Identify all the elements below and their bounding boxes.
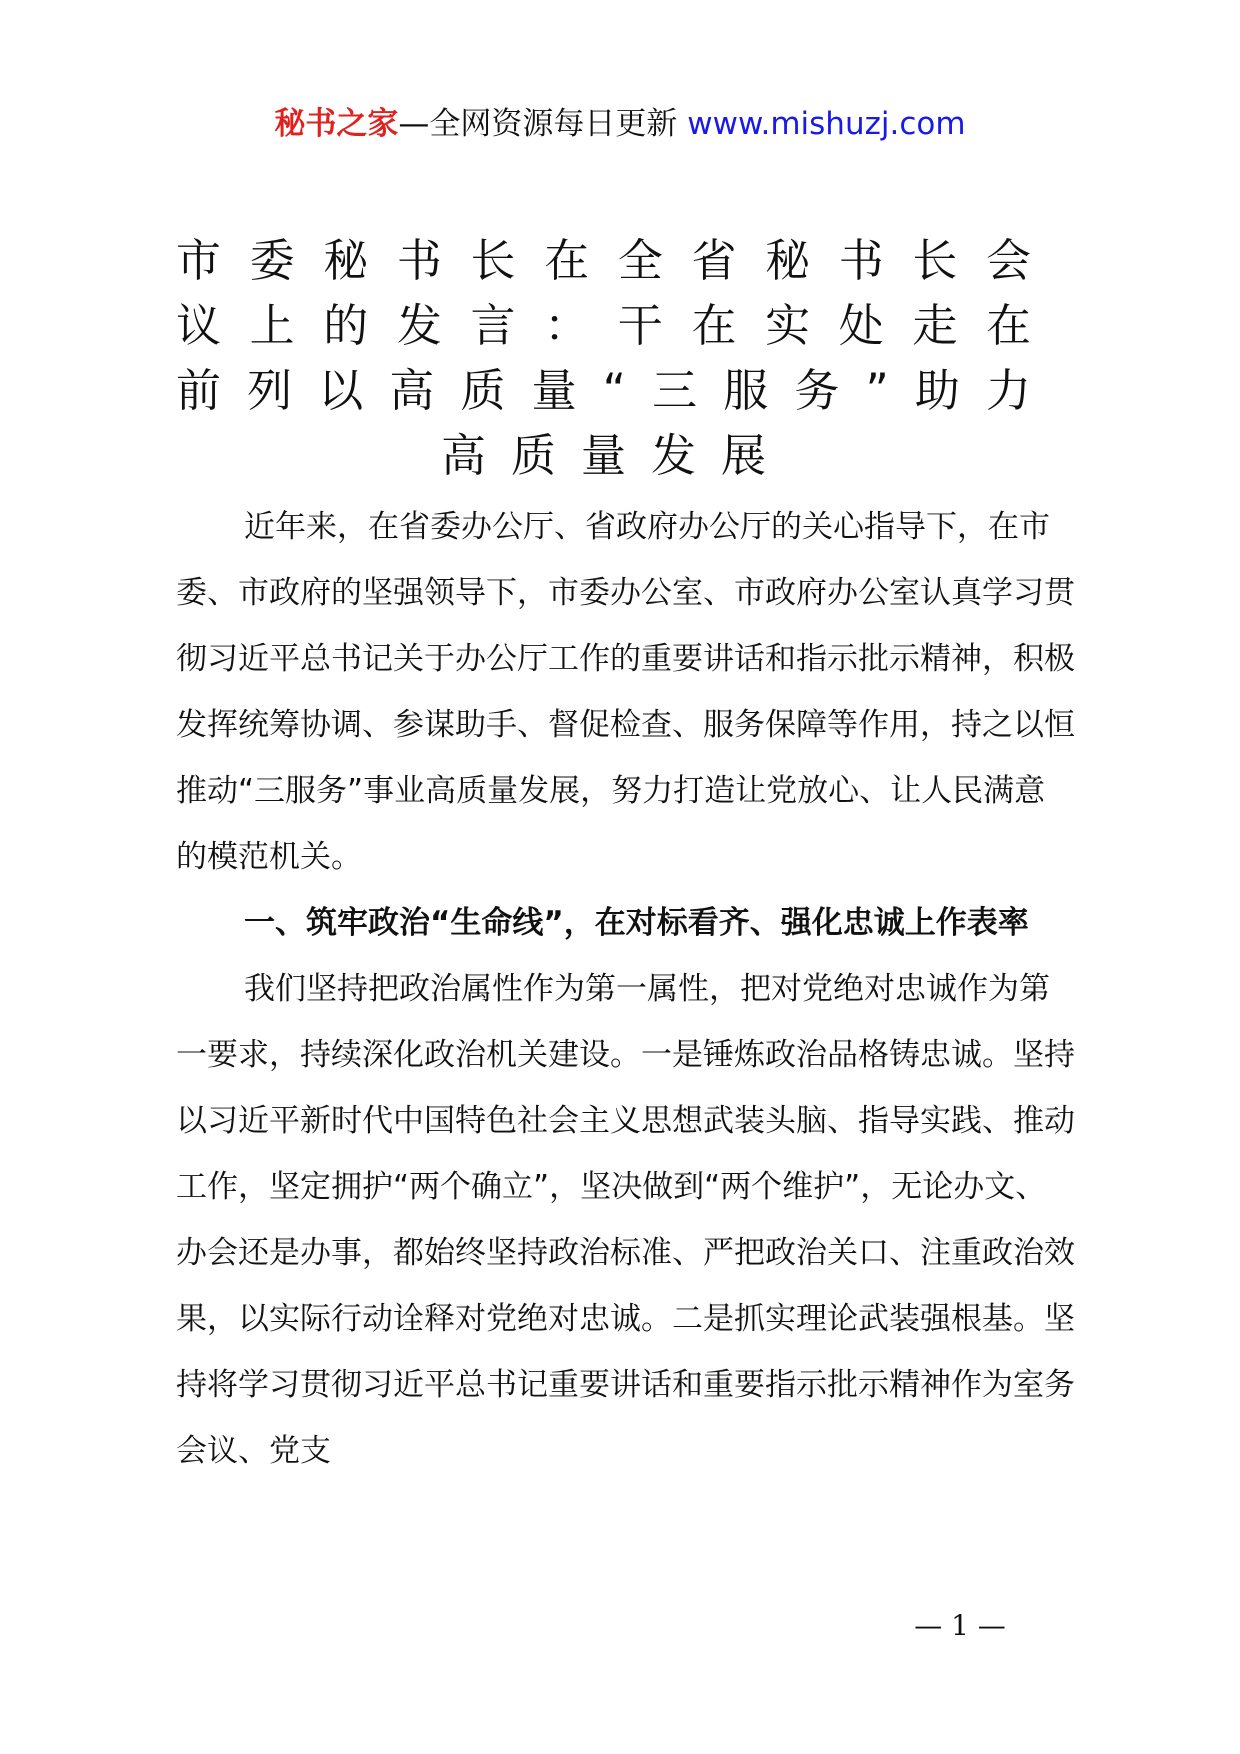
site-url[interactable]: www.mishuzj.com (677, 106, 966, 142)
page-number: — 1 — (914, 1609, 1006, 1642)
document-body (176, 494, 1076, 1484)
site-brand: 秘书之家 (274, 106, 399, 142)
section-1-paragraph: 我们坚持把政治属性作为第一属性，把对党绝对忠诚作为第一要求，持续深化政治机关建设。一是锤炼政治品格铸忠诚。坚持以习近平新时代中国特色社会主义思想武装头脑、指导实践、推动工作，坚定拥护“两个确立”，坚决做到“两个维护”，无论办文、办会还是办事，都始终坚持政治标准、严把政治关口、注重政治效果，以实际行动诠释对党绝对忠诚。二是抓实理论武装强根基。坚持将学习贯彻习近平总书记重要讲话和重要指示批示精神作为室务会议、党支 (176, 971, 1075, 1469)
intro-paragraph: 近年来，在省委办公厅、省政府办公厅的关心指导下，在市委、市政府的坚强领导下，市委办公室、市政府办公室认真学习贯彻习近平总书记关于办公厅工作的重要讲话和指示批示精神，积极发挥统筹协调、参谋助手、督促检查、服务保障等作用，持之以恒推动“三服务”事业高质量发展，努力打造让党放心、让人民满意的模范机关。 (176, 509, 1075, 875)
document-title: 市委秘书长在全省秘书长会议上的发言：干在实处走在前列以高质量“三服务”助力高质量发展 (176, 234, 1056, 482)
section-heading-1: 一、筑牢政治“生命线”，在对标看齐、强化忠诚上作表率 (244, 905, 1029, 941)
site-banner (0, 100, 1240, 148)
site-tagline: —全网资源每日更新 (398, 106, 678, 142)
